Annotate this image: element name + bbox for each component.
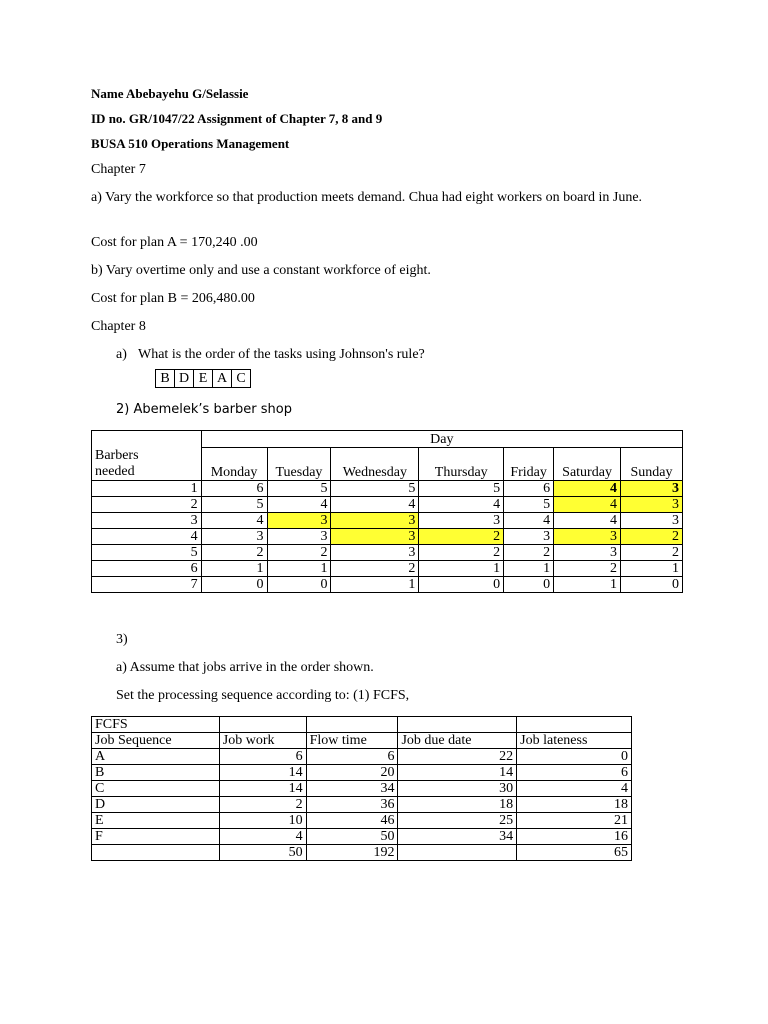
fcfs-header: Job Sequence (92, 733, 220, 749)
barber-cell: 0 (201, 576, 267, 592)
barber-table-body (92, 480, 683, 592)
barber-cell: 4 (331, 496, 419, 512)
fcfs-cell: 50 (306, 829, 398, 845)
fcfs-header: Job due date (398, 733, 517, 749)
barber-cell: 2 (419, 544, 504, 560)
fcfs-cell: 34 (398, 829, 517, 845)
barbers-needed-count: 2 (92, 496, 202, 512)
barber-cell: 4 (201, 512, 267, 528)
barber-cell: 4 (554, 496, 621, 512)
barber-cell: 0 (267, 576, 331, 592)
chapter-7-heading: Chapter 7 (91, 162, 146, 177)
fcfs-cell: 46 (306, 813, 398, 829)
chapter-8-heading: Chapter 8 (91, 319, 146, 334)
fcfs-cell: 16 (517, 829, 632, 845)
barber-cell: 0 (419, 576, 504, 592)
job-id: F (92, 829, 220, 845)
barber-row (92, 496, 683, 512)
barber-cell: 4 (267, 496, 331, 512)
barber-cell: 2 (504, 544, 554, 560)
fcfs-totals-row (92, 845, 632, 861)
barber-cell: 1 (621, 560, 683, 576)
barber-cell: 1 (504, 560, 554, 576)
barber-cell: 4 (419, 496, 504, 512)
fcfs-row (92, 813, 632, 829)
student-id: ID no. GR/1047/22 Assignment of Chapter 7, 8 and 9 (91, 111, 383, 126)
barber-cell: 3 (621, 480, 683, 496)
order-cell: E (194, 370, 213, 388)
barber-cell: 4 (504, 512, 554, 528)
barber-row (92, 576, 683, 592)
barber-cell: 1 (267, 560, 331, 576)
barber-row (92, 512, 683, 528)
fcfs-cell: 6 (517, 765, 632, 781)
barber-cell: 5 (201, 496, 267, 512)
job-id: A (92, 749, 220, 765)
fcfs-cell: 0 (517, 749, 632, 765)
fcfs-row (92, 781, 632, 797)
barber-cell: 3 (419, 512, 504, 528)
barber-cell: 2 (419, 528, 504, 544)
job-id: B (92, 765, 220, 781)
barber-cell: 2 (621, 544, 683, 560)
barber-cell: 6 (504, 480, 554, 496)
student-name: Name Abebayehu G/Selassie (91, 86, 249, 101)
fcfs-cell: 6 (219, 749, 306, 765)
johnson-order (155, 369, 251, 388)
barber-cell: 2 (621, 528, 683, 544)
barber-cell: 3 (331, 528, 419, 544)
barber-cell: 4 (554, 480, 621, 496)
fcfs-cell: 18 (398, 797, 517, 813)
fcfs-header: Flow time (306, 733, 398, 749)
fcfs-cell: 34 (306, 781, 398, 797)
barber-cell: 3 (621, 512, 683, 528)
chapter-7-part-b: b) Vary overtime only and use a constant workforce of eight. (91, 263, 431, 278)
barber-cell: 3 (201, 528, 267, 544)
barber-cell: 0 (504, 576, 554, 592)
order-cell: B (156, 370, 175, 388)
barber-cell: 3 (554, 528, 621, 544)
barber-cell: 1 (201, 560, 267, 576)
day-label: Tuesday (267, 448, 331, 481)
job-id: D (92, 797, 220, 813)
barber-table (91, 430, 683, 593)
fcfs-row (92, 797, 632, 813)
day-label: Friday (504, 448, 554, 481)
fcfs-cell: 25 (398, 813, 517, 829)
johnson-question-label: a) (116, 347, 127, 362)
fcfs-cell: 36 (306, 797, 398, 813)
barbers-needed-count: 4 (92, 528, 202, 544)
fcfs-row (92, 829, 632, 845)
barber-cell: 5 (267, 480, 331, 496)
fcfs-cell: 10 (219, 813, 306, 829)
fcfs-header: Job lateness (517, 733, 632, 749)
barbers-needed-count: 6 (92, 560, 202, 576)
barber-cell: 3 (267, 512, 331, 528)
fcfs-cell: 14 (219, 765, 306, 781)
fcfs-cell: 20 (306, 765, 398, 781)
barber-cell: 2 (201, 544, 267, 560)
barber-cell: 2 (331, 560, 419, 576)
cost-plan-b: Cost for plan B = 206,480.00 (91, 291, 255, 306)
chapter-7-part-a: a) Vary the workforce so that production meets demand. Chua had eight workers on board in June. (91, 190, 643, 205)
fcfs-table (91, 716, 632, 861)
barber-cell: 4 (554, 512, 621, 528)
fcfs-cell: 14 (398, 765, 517, 781)
barber-cell: 3 (621, 496, 683, 512)
barbers-needed-count: 1 (92, 480, 202, 496)
fcfs-total-cell: 65 (517, 845, 632, 861)
fcfs-title: FCFS (92, 717, 220, 733)
fcfs-cell: 6 (306, 749, 398, 765)
barber-cell: 5 (331, 480, 419, 496)
fcfs-cell: 22 (398, 749, 517, 765)
fcfs-row (92, 749, 632, 765)
barber-cell: 1 (419, 560, 504, 576)
barber-cell: 3 (554, 544, 621, 560)
barbers-needed-count: 3 (92, 512, 202, 528)
barber-cell: 3 (331, 544, 419, 560)
day-label: Thursday (419, 448, 504, 481)
barber-cell: 5 (504, 496, 554, 512)
fcfs-total-cell: 192 (306, 845, 398, 861)
barber-row (92, 480, 683, 496)
day-header: Day (201, 431, 682, 448)
fcfs-instruction: Set the processing sequence according to: (1) FCFS, (116, 688, 410, 703)
fcfs-cell: 4 (517, 781, 632, 797)
barber-shop-title: 2) Abemelek’s barber shop (116, 402, 292, 417)
barber-cell: 6 (201, 480, 267, 496)
barber-row (92, 528, 683, 544)
barber-cell: 3 (504, 528, 554, 544)
fcfs-total-cell (92, 845, 220, 861)
day-label: Saturday (554, 448, 621, 481)
fcfs-cell: 14 (219, 781, 306, 797)
barber-cell: 2 (267, 544, 331, 560)
fcfs-cell: 30 (398, 781, 517, 797)
fcfs-cell: 4 (219, 829, 306, 845)
order-cell: A (213, 370, 232, 388)
barber-cell: 1 (331, 576, 419, 592)
barber-cell: 0 (621, 576, 683, 592)
day-label: Monday (201, 448, 267, 481)
fcfs-header: Job work (219, 733, 306, 749)
order-cell: D (175, 370, 194, 388)
section-3-part-a: a) Assume that jobs arrive in the order shown. (116, 660, 374, 675)
barber-row (92, 560, 683, 576)
barbers-needed-count: 7 (92, 576, 202, 592)
fcfs-cell: 2 (219, 797, 306, 813)
fcfs-table-body (92, 749, 632, 861)
order-cell: C (232, 370, 251, 388)
fcfs-total-cell (398, 845, 517, 861)
job-id: C (92, 781, 220, 797)
johnson-question: What is the order of the tasks using Johnson's rule? (138, 347, 425, 362)
barber-row (92, 544, 683, 560)
fcfs-cell: 21 (517, 813, 632, 829)
day-label: Sunday (621, 448, 683, 481)
fcfs-row (92, 765, 632, 781)
fcfs-total-cell: 50 (219, 845, 306, 861)
cost-plan-a: Cost for plan A = 170,240 .00 (91, 235, 258, 250)
barber-cell: 3 (331, 512, 419, 528)
barber-cell: 1 (554, 576, 621, 592)
day-label: Wednesday (331, 448, 419, 481)
barber-cell: 5 (419, 480, 504, 496)
barber-cell: 2 (554, 560, 621, 576)
fcfs-cell: 18 (517, 797, 632, 813)
barber-cell: 3 (267, 528, 331, 544)
course-title: BUSA 510 Operations Management (91, 136, 290, 151)
section-3-label: 3) (116, 632, 128, 647)
job-id: E (92, 813, 220, 829)
barbers-needed-header: Barbers needed (92, 448, 202, 481)
barbers-needed-count: 5 (92, 544, 202, 560)
